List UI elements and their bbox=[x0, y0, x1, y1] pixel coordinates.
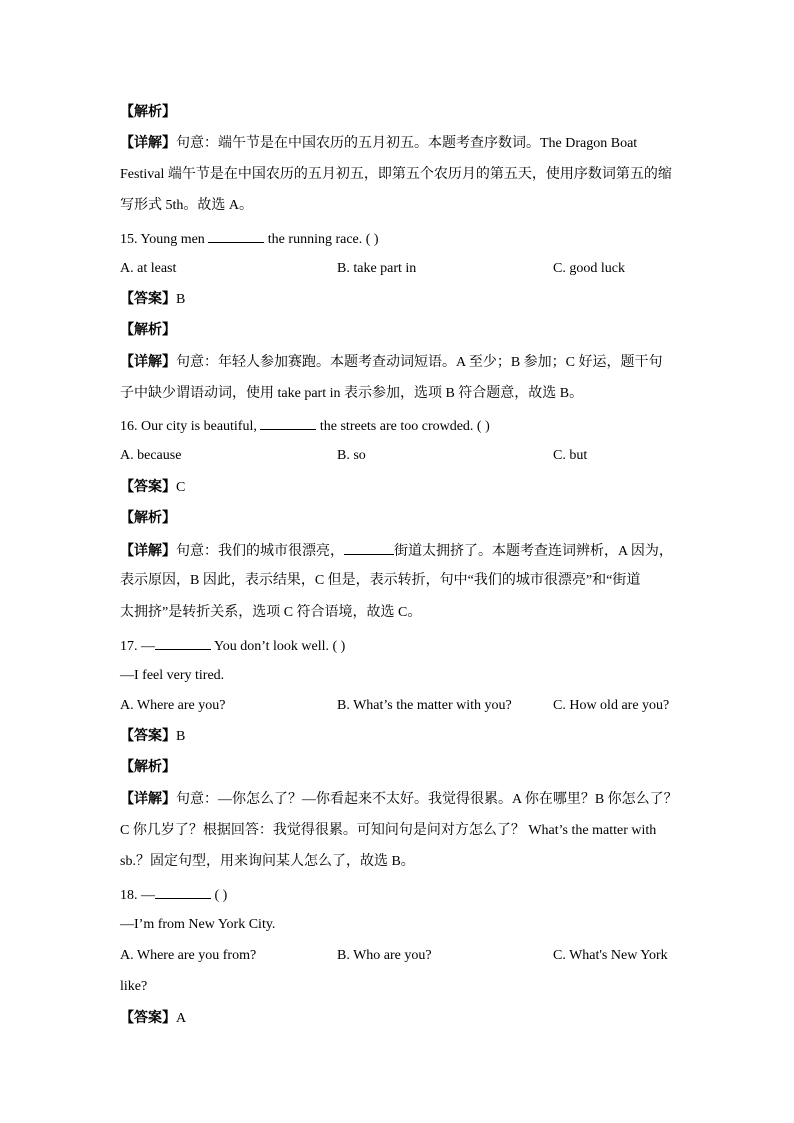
text-segment: C 你几岁了？根据回答：我觉得很累。可知问句是问对方怎么了？ What’s the matter with bbox=[120, 823, 657, 838]
answer-option: A. at least bbox=[120, 261, 177, 276]
text-line bbox=[120, 916, 275, 934]
text-line bbox=[120, 604, 421, 622]
text-segment: —I’m from New York City. bbox=[120, 917, 276, 932]
answer-option: C. How old are you? bbox=[553, 698, 670, 713]
text-segment: —I feel very tired. bbox=[120, 668, 225, 683]
answer-option: C. but bbox=[553, 448, 588, 463]
text-segment: 街道太拥挤了。本题考查连词辨析，A 因为， bbox=[394, 544, 673, 559]
text-line bbox=[120, 572, 640, 590]
text-line bbox=[120, 728, 185, 746]
text-segment: 写形式 5th。故选 A。 bbox=[120, 198, 253, 213]
answer-option: A. Where are you? bbox=[120, 698, 226, 713]
answer-option: B. take part in bbox=[337, 261, 417, 276]
text-line bbox=[120, 229, 379, 249]
section-label: 【解析】 bbox=[120, 323, 176, 338]
text-segment: 表示原因，B 因此，表示结果，C 但是，表示转折，句中“我们的城市很漂亮”和“街道 bbox=[120, 573, 641, 588]
text-line bbox=[120, 135, 637, 153]
text-segment: 句意：—你怎么了？—你看起来不太好。我觉得很累。A 你在哪里？B 你怎么了？ bbox=[176, 792, 678, 807]
text-segment: 太拥挤”是转折关系，选项 C 符合语境，故选 C。 bbox=[120, 605, 422, 620]
answer-option: B. What’s the matter with you? bbox=[337, 698, 512, 713]
text-segment: B bbox=[176, 292, 186, 307]
text-line bbox=[120, 667, 224, 685]
text-segment: B bbox=[176, 729, 186, 744]
section-label: 【解析】 bbox=[120, 760, 176, 775]
text-line bbox=[120, 885, 227, 905]
fill-in-blank bbox=[344, 541, 394, 555]
section-label: 【解析】 bbox=[120, 105, 176, 120]
text-line bbox=[120, 385, 583, 403]
fill-in-blank bbox=[155, 636, 211, 650]
text-segment: 句意：我们的城市很漂亮， bbox=[176, 544, 344, 559]
section-label: 【详解】 bbox=[120, 136, 176, 151]
text-line bbox=[120, 166, 672, 184]
text-segment: ( ) bbox=[211, 888, 228, 903]
section-label: 【答案】 bbox=[120, 729, 176, 744]
section-label: 【详解】 bbox=[120, 355, 176, 370]
text-segment: You don’t look well. ( ) bbox=[211, 639, 346, 654]
text-segment: A bbox=[176, 1011, 187, 1026]
text-line bbox=[120, 1010, 186, 1028]
answer-option: C. good luck bbox=[553, 261, 625, 276]
text-line bbox=[120, 636, 345, 656]
text-line bbox=[120, 104, 176, 122]
text-segment: 16. Our city is beautiful, bbox=[120, 419, 261, 434]
text-line bbox=[120, 978, 147, 996]
section-label: 【解析】 bbox=[120, 511, 176, 526]
text-line bbox=[120, 759, 176, 777]
text-line bbox=[120, 541, 673, 561]
text-line bbox=[120, 354, 663, 372]
text-segment: the streets are too crowded. ( ) bbox=[316, 419, 490, 434]
section-label: 【答案】 bbox=[120, 292, 176, 307]
section-label: 【详解】 bbox=[120, 792, 176, 807]
text-segment: 子中缺少谓语动词，使用 take part in 表示参加，选项 B 符合题意，故选 B。 bbox=[120, 386, 584, 401]
section-label: 【详解】 bbox=[120, 544, 176, 559]
text-line bbox=[120, 822, 656, 840]
text-segment: 句意：年轻人参加赛跑。本题考查动词短语。A 至少；B 参加；C 好运，题干句 bbox=[176, 355, 663, 370]
text-segment: like? bbox=[120, 979, 148, 994]
answer-option: A. because bbox=[120, 448, 182, 463]
text-segment: 17. — bbox=[120, 639, 155, 654]
section-label: 【答案】 bbox=[120, 1011, 176, 1026]
text-line bbox=[120, 197, 253, 215]
section-label: 【答案】 bbox=[120, 480, 176, 495]
text-line bbox=[120, 291, 185, 309]
text-line bbox=[120, 479, 185, 497]
text-line bbox=[120, 322, 176, 340]
text-segment: 18. — bbox=[120, 888, 155, 903]
answer-option: A. Where are you from? bbox=[120, 948, 257, 963]
text-line bbox=[120, 853, 415, 871]
text-segment: 15. Young men bbox=[120, 232, 209, 247]
text-segment: sb.？固定句型，用来询问某人怎么了，故选 B。 bbox=[120, 854, 415, 869]
answer-option: C. What's New York bbox=[553, 948, 668, 963]
text-line bbox=[120, 510, 176, 528]
text-segment: the running race. ( ) bbox=[264, 232, 379, 247]
answer-option: B. Who are you? bbox=[337, 948, 432, 963]
fill-in-blank bbox=[155, 885, 211, 899]
text-line bbox=[120, 791, 678, 809]
text-segment: Festival 端午节是在中国农历的五月初五，即第五个农历月的第五天，使用序数词第五的缩 bbox=[120, 167, 672, 182]
answer-option: B. so bbox=[337, 448, 366, 463]
text-segment: C bbox=[176, 480, 186, 495]
fill-in-blank bbox=[260, 416, 316, 430]
fill-in-blank bbox=[208, 229, 264, 243]
text-segment: 句意：端午节是在中国农历的五月初五。本题考查序数词。The Dragon Boat bbox=[176, 136, 638, 151]
text-line bbox=[120, 416, 490, 436]
